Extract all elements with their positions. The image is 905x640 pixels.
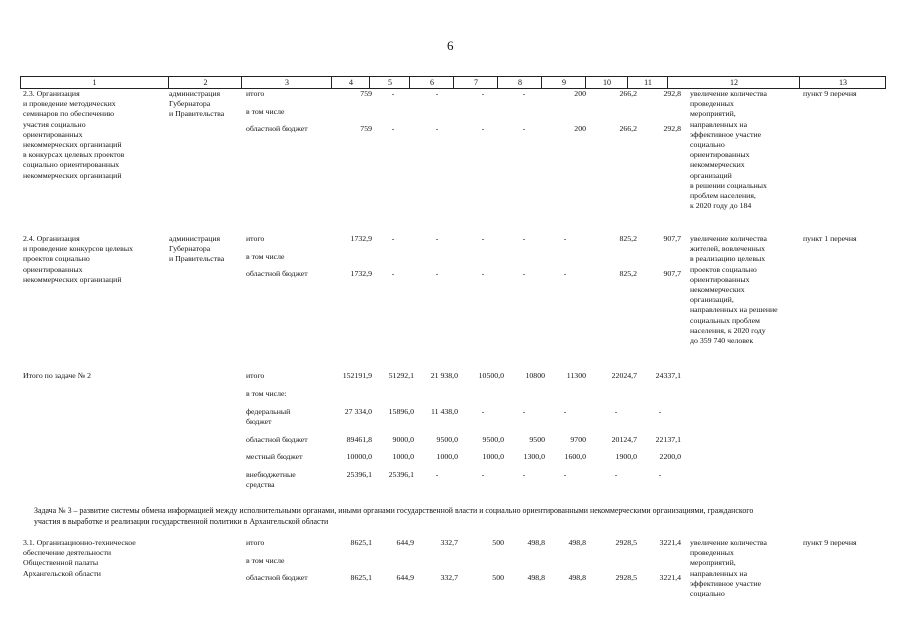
header-col-8: 8 [497,77,542,88]
row_2_3-line2-col5: - [391,124,395,133]
row_2_3-indicator: пункт 9 перечня [803,89,857,98]
row_2_3-line2-col8: - [522,124,526,133]
total_2-line5-col8: - [522,470,526,479]
header-col-10: 10 [585,77,628,88]
header-col-5: 5 [369,77,410,88]
row_3_1-line2-col8: 498,8 [527,573,545,582]
row_3_1-activity: 3.1. Организационно-техническое обеспечение деятельности Общественной палаты Архангельской области [23,538,136,578]
row_2_3-line0-col9: 200 [574,89,586,98]
row_3_1-line0-col6: 332,7 [440,538,458,547]
row_2_4-source-0: итого [246,234,265,243]
row_2_4-line0-col6: - [435,234,439,243]
total_2-line0-col4: 152191,9 [342,371,372,380]
header-col-4: 4 [331,77,370,88]
row_2_3-line0-col6: - [435,89,439,98]
row_3_1-line0-col4: 8625,1 [350,538,372,547]
row_2_4-line0-col5: - [391,234,395,243]
row_2_4-line2-col4: 1732,9 [350,269,372,278]
task-3-heading: Задача № 3 – развитие системы обмена информацией между исполнительными органами, иными органами государственной власти и социально ориентированными некоммерческими организациями, гражданского участия в выработке и реализации государственной политики в Архангельской области [34,506,754,526]
row_2_4-line2-col5: - [391,269,395,278]
row_3_1-indicator: пункт 9 перечня [803,538,857,547]
total_2-line0-col7: 10500,0 [478,371,504,380]
header-col-12: 12 [667,77,800,88]
row_2_3-line2-col10: 266,2 [619,124,637,133]
header-col-3: 3 [241,77,332,88]
total_2-line4-col6: 1000,0 [436,452,458,461]
row_2_3-activity: 2.3. Организация и проведение методических семинаров по обеспечению участия социально ориентированных некоммерческих организаций в конкурсах целевых проектов социально ориентированных некоммерческих организаций [23,89,125,180]
row_3_1-line2-col9: 498,8 [568,573,586,582]
row_3_1-source-2: областной бюджет [246,573,308,582]
row_3_1-line0-col7: 500 [492,538,504,547]
total_2-line4-col4: 10000,0 [346,452,372,461]
total_2-line2-col7: - [481,407,485,416]
row_2_4-line0-col10: 825,2 [619,234,637,243]
row_3_1-line0-col8: 498,8 [527,538,545,547]
row_2_3-line0-col11: 292,8 [663,89,681,98]
row_2_4-result: увеличение количества жителей, вовлеченных в реализацию целевых проектов социально ориентированных некоммерческих организаций, направленных на решение социальных проблем населения, к 2020 году до 359 740 человек [690,234,778,346]
total_2-line3-col11: 22137,1 [655,435,681,444]
total_2-line3-col6: 9500,0 [436,435,458,444]
row_2_4-line0-col4: 1732,9 [350,234,372,243]
total_2-line2-col5: 15896,0 [388,407,414,416]
row_2_3-source-2: областной бюджет [246,124,308,133]
total_2-line4-col7: 1000,0 [482,452,504,461]
row_2_3-line0-col8: - [522,89,526,98]
row_3_1-line0-col9: 498,8 [568,538,586,547]
total_2-line0-col11: 24337,1 [655,371,681,380]
total_2-line0-col8: 10800 [525,371,545,380]
total_2-label: Итого по задаче № 2 [23,371,91,380]
header-col-1: 1 [92,78,97,87]
row_3_1-line2-col10: 2928,5 [615,573,637,582]
row_2_4-line2-col6: - [435,269,439,278]
total_2-line4-col11: 2200,0 [659,452,681,461]
row_2_3-line2-col7: - [481,124,485,133]
total_2-line3-col7: 9500,0 [482,435,504,444]
total_2-line2-col4: 27 334,0 [344,407,372,416]
total_2-line5-col9: - [563,470,567,479]
row_2_3-source-1: в том числе [246,107,285,116]
total_2-line4-col8: 1300,0 [523,452,545,461]
total_2-line3-col4: 89461,8 [346,435,372,444]
row_2_3-line2-col4: 759 [360,124,372,133]
row_2_4-line0-col9: - [563,234,567,243]
total_2-line2-col11: - [658,407,662,416]
header-col-7: 7 [453,77,498,88]
total_2-source-0: итого [246,371,265,380]
total_2-line3-col10: 20124,7 [611,435,637,444]
row_2_4-line2-col10: 825,2 [619,269,637,278]
total_2-line4-col5: 1000,0 [392,452,414,461]
header-col-13: 13 [799,77,886,88]
total_2-line2-col6: 11 438,0 [431,407,458,416]
page-number: 6 [447,38,454,53]
row_2_4-activity: 2.4. Организация и проведение конкурсов целевых проектов социально ориентированных некоммерческих организаций [23,234,133,284]
total_2-line4-col10: 1900,0 [615,452,637,461]
row_2_4-line2-col7: - [481,269,485,278]
row_3_1-line2-col4: 8625,1 [350,573,372,582]
total_2-line5-col10: - [614,470,618,479]
total_2-line3-col8: 9500 [529,435,545,444]
row_2_3-line2-col6: - [435,124,439,133]
row_2_4-line2-col8: - [522,269,526,278]
row_2_4-indicator: пункт 1 перечня [803,234,857,243]
total_2-source-3: областной бюджет [246,435,308,444]
total_2-line2-col10: - [614,407,618,416]
row_3_1-line2-col11: 3221,4 [659,573,681,582]
total_2-source-4: местный бюджет [246,452,303,461]
table-header [20,76,886,89]
row_2_3-result: увеличение количества проведенных мероприятий, направленных на эффективное участие социально ориентированных некоммерческих организаций в решении социальных проблем населения, к 2020 году до 184 [690,89,767,211]
row_2_3-line0-col7: - [481,89,485,98]
total_2-line0-col10: 22024,7 [611,371,637,380]
total_2-line2-col9: - [563,407,567,416]
row_3_1-source-0: итого [246,538,265,547]
row_2_4-source-1: в том числе [246,252,285,261]
total_2-line0-col9: 11300 [566,371,586,380]
row_2_3-line0-col10: 266,2 [619,89,637,98]
row_2_4-line2-col9: - [563,269,567,278]
total_2-line0-col5: 51292,1 [388,371,414,380]
total_2-line0-col6: 21 938,0 [430,371,458,380]
row_2_3-line0-col4: 759 [360,89,372,98]
total_2-line3-col9: 9700 [570,435,586,444]
row_2_4-line2-col11: 907,7 [663,269,681,278]
header-col-9: 9 [541,77,586,88]
total_2-line5-col5: 25396,1 [388,470,414,479]
total_2-line4-col9: 1600,0 [564,452,586,461]
total_2-line5-col6: - [435,470,439,479]
total_2-line5-col11: - [658,470,662,479]
total_2-source-5: внебюджетные средства [246,470,296,490]
row_3_1-line0-col10: 2928,5 [615,538,637,547]
row_3_1-line2-col6: 332,7 [440,573,458,582]
total_2-line3-col5: 9000,0 [392,435,414,444]
total_2-line5-col4: 25396,1 [346,470,372,479]
row_2_3-executor: администрация Губернатора и Правительства [169,89,225,119]
row_3_1-source-1: в том числе [246,556,285,565]
row_2_4-executor: администрация Губернатора и Правительства [169,234,225,264]
row_3_1-line0-col11: 3221,4 [659,538,681,547]
row_3_1-line2-col5: 644,9 [396,573,414,582]
row_2_3-line2-col9: 200 [574,124,586,133]
row_3_1-line2-col7: 500 [492,573,504,582]
total_2-source-1: в том числе: [246,389,287,398]
row_2_3-line2-col11: 292,8 [663,124,681,133]
row_2_3-line0-col5: - [391,89,395,98]
header-col-2: 2 [168,77,242,88]
row_2_3-source-0: итого [246,89,265,98]
total_2-source-2: федеральный бюджет [246,407,291,427]
row_2_4-line0-col7: - [481,234,485,243]
row_2_4-source-2: областной бюджет [246,269,308,278]
total_2-line5-col7: - [481,470,485,479]
row_2_4-line0-col8: - [522,234,526,243]
header-col-11: 11 [627,77,668,88]
header-col-6: 6 [409,77,454,88]
total_2-line2-col8: - [522,407,526,416]
row_3_1-line0-col5: 644,9 [396,538,414,547]
row_2_4-line0-col11: 907,7 [663,234,681,243]
row_3_1-result: увеличение количества проведенных мероприятий, направленных на эффективное участие социально [690,538,767,599]
